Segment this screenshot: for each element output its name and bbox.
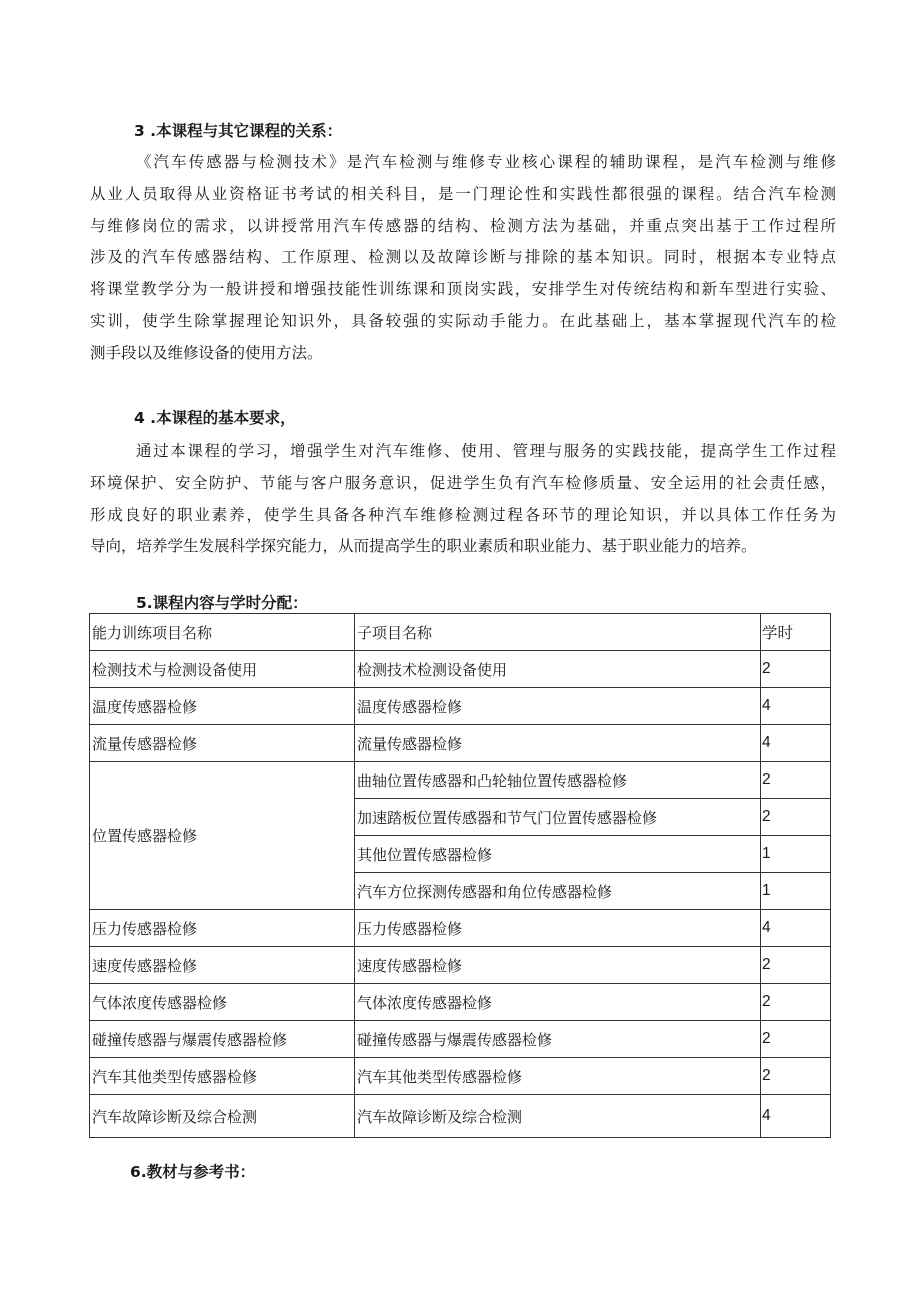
column-header-project: 能力训练项目名称 bbox=[90, 614, 355, 651]
hours-cell: 2 bbox=[761, 1021, 831, 1058]
table-row bbox=[90, 1021, 831, 1058]
hours-cell: 4 bbox=[761, 688, 831, 725]
subproject-cell: 曲轴位置传感器和凸轮轴位置传感器检修 bbox=[355, 762, 761, 799]
subproject-cell: 气体浓度传感器检修 bbox=[355, 984, 761, 1021]
course-hours-table bbox=[89, 613, 831, 1138]
section-4-paragraph bbox=[90, 436, 836, 563]
subproject-cell: 汽车方位探测传感器和角位传感器检修 bbox=[355, 873, 761, 910]
table-row bbox=[90, 688, 831, 725]
paragraph-line: 从业人员取得从业资格证书考试的相关科目，是一门理论性和实践性都很强的课程。结合汽车检测 bbox=[90, 184, 836, 203]
paragraph-line: 形成良好的职业素养，使学生具备各种汽车维修检测过程各环节的理论知识，并以具体工作任务为 bbox=[90, 505, 836, 524]
hours-cell: 2 bbox=[761, 762, 831, 799]
table-row bbox=[90, 984, 831, 1021]
hours-cell: 1 bbox=[761, 873, 831, 910]
column-header-subproject: 子项目名称 bbox=[355, 614, 761, 651]
project-cell-merged: 位置传感器检修 bbox=[90, 762, 355, 910]
project-cell: 流量传感器检修 bbox=[90, 725, 355, 762]
table-header-row bbox=[90, 614, 831, 651]
paragraph-line: 涉及的汽车传感器结构、工作原理、检测以及故障诊断与排除的基本知识。同时，根据本专业特点 bbox=[90, 248, 836, 267]
project-cell: 温度传感器检修 bbox=[90, 688, 355, 725]
project-cell: 气体浓度传感器检修 bbox=[90, 984, 355, 1021]
table-row bbox=[90, 651, 831, 688]
project-cell: 汽车其他类型传感器检修 bbox=[90, 1058, 355, 1095]
project-cell: 速度传感器检修 bbox=[90, 947, 355, 984]
table-row bbox=[90, 1095, 831, 1138]
subproject-cell: 汽车其他类型传感器检修 bbox=[355, 1058, 761, 1095]
subproject-cell: 加速踏板位置传感器和节气门位置传感器检修 bbox=[355, 799, 761, 836]
section-3-paragraph bbox=[90, 147, 836, 370]
paragraph-line: 测手段以及维修设备的使用方法。 bbox=[90, 343, 323, 362]
subproject-cell: 其他位置传感器检修 bbox=[355, 836, 761, 873]
section-3-heading: 3 .本课程与其它课程的关系： bbox=[134, 122, 343, 140]
hours-cell: 4 bbox=[761, 910, 831, 947]
table-row bbox=[90, 1058, 831, 1095]
paragraph-line: 与维修岗位的需求，以讲授常用汽车传感器的结构、检测方法为基础，并重点突出基于工作过程所 bbox=[90, 216, 836, 235]
paragraph-line: 将课堂教学分为一般讲授和增强技能性训练课和顶岗实践，安排学生对传统结构和新车型进行实验、 bbox=[90, 280, 836, 299]
paragraph-line: 通过本课程的学习，增强学生对汽车维修、使用、管理与服务的实践技能，提高学生工作过程 bbox=[136, 442, 836, 460]
paragraph-line: 《汽车传感器与检测技术》是汽车检测与维修专业核心课程的辅助课程，是汽车检测与维修 bbox=[136, 153, 836, 171]
table-row bbox=[90, 725, 831, 762]
section-6-heading: 6.教材与参考书： bbox=[130, 1163, 256, 1181]
hours-cell: 1 bbox=[761, 836, 831, 873]
column-header-hours: 学时 bbox=[761, 614, 831, 651]
project-cell: 检测技术与检测设备使用 bbox=[90, 651, 355, 688]
hours-cell: 2 bbox=[761, 947, 831, 984]
subproject-cell: 速度传感器检修 bbox=[355, 947, 761, 984]
project-cell: 碰撞传感器与爆震传感器检修 bbox=[90, 1021, 355, 1058]
table-row bbox=[90, 947, 831, 984]
project-cell: 汽车故障诊断及综合检测 bbox=[90, 1095, 355, 1138]
hours-cell: 2 bbox=[761, 651, 831, 688]
subproject-cell: 汽车故障诊断及综合检测 bbox=[355, 1095, 761, 1138]
section-5-heading: 5.课程内容与学时分配： bbox=[136, 594, 308, 612]
subproject-cell: 流量传感器检修 bbox=[355, 725, 761, 762]
paragraph-line: 环境保护、安全防护、节能与客户服务意识，促进学生负有汽车检修质量、安全运用的社会责任感， bbox=[90, 473, 836, 492]
hours-cell: 2 bbox=[761, 1058, 831, 1095]
table-row bbox=[90, 910, 831, 947]
hours-cell: 4 bbox=[761, 1095, 831, 1138]
hours-cell: 2 bbox=[761, 984, 831, 1021]
project-cell: 压力传感器检修 bbox=[90, 910, 355, 947]
subproject-cell: 碰撞传感器与爆震传感器检修 bbox=[355, 1021, 761, 1058]
paragraph-line: 实训，使学生除掌握理论知识外，具备较强的实际动手能力。在此基础上，基本掌握现代汽车的检 bbox=[90, 311, 836, 330]
subproject-cell: 温度传感器检修 bbox=[355, 688, 761, 725]
subproject-cell: 检测技术检测设备使用 bbox=[355, 651, 761, 688]
hours-cell: 2 bbox=[761, 799, 831, 836]
paragraph-line: 导向，培养学生发展科学探究能力，从而提高学生的职业素质和职业能力、基于职业能力的培养。 bbox=[90, 537, 757, 556]
hours-cell: 4 bbox=[761, 725, 831, 762]
table-row bbox=[90, 762, 831, 799]
subproject-cell: 压力传感器检修 bbox=[355, 910, 761, 947]
section-4-heading: 4 .本课程的基本要求， bbox=[134, 409, 296, 427]
